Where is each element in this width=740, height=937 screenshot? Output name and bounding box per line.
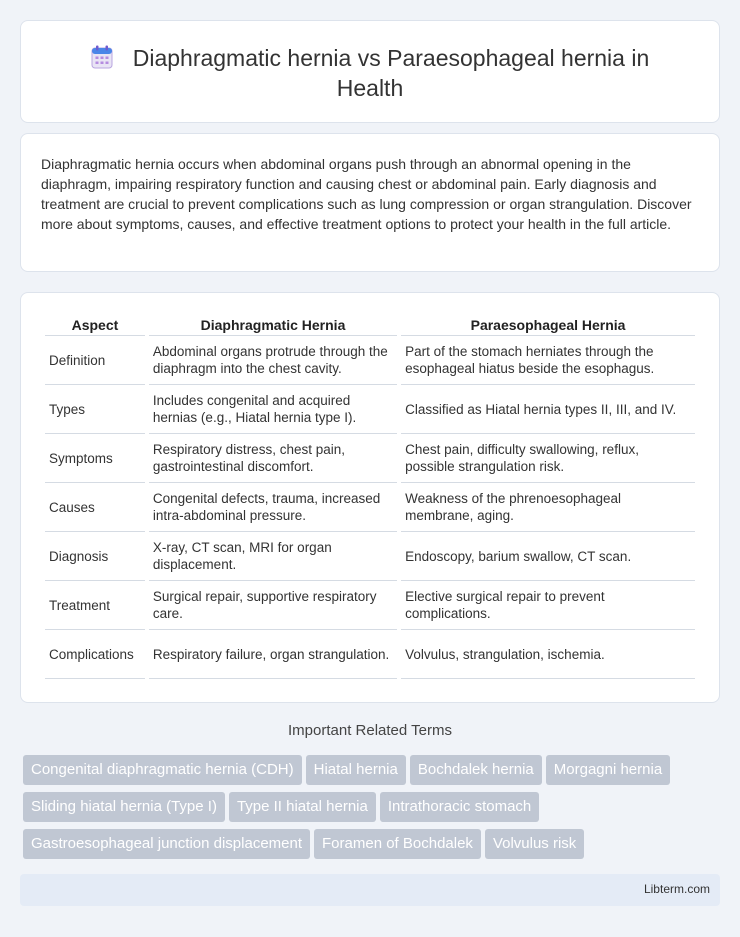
intro-text: Diaphragmatic hernia occurs when abdominal organs push through an abnormal opening in the diaphragm, impairing respiratory function and causing chest or abdominal pain. Early diagnosis and treatment are crucial to prevent complications such as lung compression or organ strangulation. Discover more about symptoms, causes, and effective treatment options to protect your health in the full article.	[41, 156, 692, 232]
title-card	[20, 20, 720, 123]
related-terms-title: Important Related Terms	[288, 722, 452, 739]
table-row	[45, 336, 695, 385]
related-term-tag[interactable]: Hiatal hernia	[306, 755, 406, 785]
row-paraesophageal: Elective surgical repair to prevent complications.	[401, 581, 695, 630]
row-diaphragmatic: Congenital defects, trauma, increased intra-abdominal pressure.	[149, 483, 397, 532]
calendar-icon	[91, 45, 113, 69]
row-paraesophageal: Classified as Hiatal hernia types II, III, and IV.	[401, 385, 695, 434]
related-term-tag[interactable]: Morgagni hernia	[546, 755, 670, 785]
tag-row	[23, 755, 723, 792]
row-aspect: Complications	[45, 630, 145, 679]
row-paraesophageal: Part of the stomach herniates through the esophageal hiatus beside the esophagus.	[401, 336, 695, 385]
related-term-tag[interactable]: Intrathoracic stomach	[380, 792, 539, 822]
row-paraesophageal: Endoscopy, barium swallow, CT scan.	[401, 532, 695, 581]
row-aspect: Symptoms	[45, 434, 145, 483]
page-title: Diaphragmatic hernia vs Paraesophageal hernia in Health	[132, 45, 650, 101]
table-row	[45, 581, 695, 630]
row-diaphragmatic: Surgical repair, supportive respiratory care.	[149, 581, 397, 630]
row-aspect: Diagnosis	[45, 532, 145, 581]
row-diaphragmatic: Includes congenital and acquired hernias (e.g., Hiatal hernia type I).	[149, 385, 397, 434]
row-aspect: Causes	[45, 483, 145, 532]
table-header-row	[45, 315, 695, 336]
table-row	[45, 434, 695, 483]
related-terms	[23, 755, 723, 866]
related-term-tag[interactable]: Volvulus risk	[485, 829, 584, 859]
comparison-table-card	[20, 292, 720, 703]
intro-card	[20, 133, 720, 272]
comparison-table	[41, 315, 699, 679]
related-term-tag[interactable]: Congenital diaphragmatic hernia (CDH)	[23, 755, 302, 785]
row-diaphragmatic: X-ray, CT scan, MRI for organ displacement.	[149, 532, 397, 581]
row-paraesophageal: Volvulus, strangulation, ischemia.	[401, 630, 695, 679]
row-aspect: Definition	[45, 336, 145, 385]
related-term-tag[interactable]: Gastroesophageal junction displacement	[23, 829, 310, 859]
row-paraesophageal: Weakness of the phrenoesophageal membrane, aging.	[401, 483, 695, 532]
related-term-tag[interactable]: Foramen of Bochdalek	[314, 829, 481, 859]
row-diaphragmatic: Abdominal organs protrude through the diaphragm into the chest cavity.	[149, 336, 397, 385]
row-diaphragmatic: Respiratory distress, chest pain, gastrointestinal discomfort.	[149, 434, 397, 483]
footer	[20, 874, 720, 906]
related-term-tag[interactable]: Type II hiatal hernia	[229, 792, 376, 822]
row-aspect: Treatment	[45, 581, 145, 630]
table-row	[45, 385, 695, 434]
row-diaphragmatic: Respiratory failure, organ strangulation.	[149, 630, 397, 679]
footer-brand-link[interactable]: Libterm.com	[643, 882, 710, 896]
page-title-wrap	[21, 43, 719, 103]
related-term-tag[interactable]: Bochdalek hernia	[410, 755, 542, 785]
row-paraesophageal: Chest pain, difficulty swallowing, reflux, possible strangulation risk.	[401, 434, 695, 483]
table-row	[45, 483, 695, 532]
header-paraesophageal: Paraesophageal Hernia	[401, 315, 695, 336]
table-row	[45, 630, 695, 679]
tag-row	[23, 792, 723, 829]
row-aspect: Types	[45, 385, 145, 434]
header-diaphragmatic: Diaphragmatic Hernia	[149, 315, 397, 336]
header-aspect: Aspect	[45, 315, 145, 336]
related-term-tag[interactable]: Sliding hiatal hernia (Type I)	[23, 792, 225, 822]
table-row	[45, 532, 695, 581]
tag-row	[23, 829, 723, 866]
